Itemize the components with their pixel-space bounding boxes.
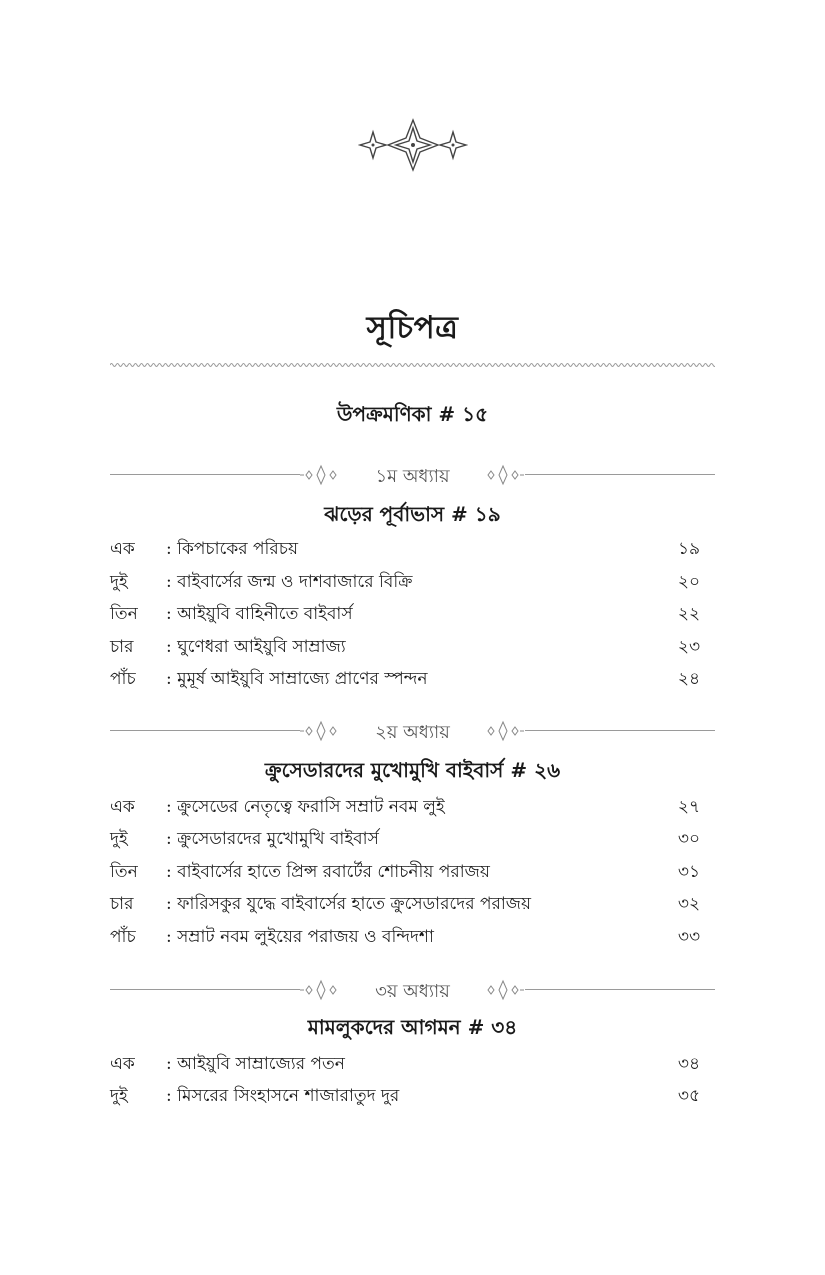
entry-number: পাঁচ: [110, 669, 136, 689]
chapter-divider: [110, 460, 715, 490]
diamond-ornament-icon: [482, 464, 524, 486]
entry-page: ৩১: [677, 862, 700, 882]
entry-page: ২৪: [677, 669, 700, 689]
star-ornament-icon: [358, 118, 468, 172]
entry-title: : মিসরের সিংহাসনে শাজারাতুদ দুর: [166, 1086, 400, 1106]
entry-number: দুই: [110, 572, 128, 592]
toc-entry[interactable]: [110, 1051, 700, 1079]
intro-heading: উপক্রমণিকা # ১৫: [336, 402, 489, 426]
entry-number: তিন: [110, 604, 138, 624]
entry-title: : সম্রাট নবম লুইয়ের পরাজয় ও বন্দিদশা: [166, 927, 434, 947]
entry-number: চার: [110, 637, 134, 657]
entry-number: দুই: [110, 1086, 128, 1106]
entry-title: : ফারিসকুর যুদ্ধে বাইবার্সের হাতে ক্রুসেডারদের পরাজয়: [166, 894, 531, 914]
toc-entry[interactable]: [110, 1083, 700, 1111]
toc-entry[interactable]: [110, 826, 700, 854]
entry-page: ৩৫: [677, 1086, 700, 1106]
entry-page: ২৭: [677, 797, 700, 817]
entry-page: ২২: [677, 604, 700, 624]
toc-entry[interactable]: [110, 859, 700, 887]
entry-number: এক: [110, 797, 135, 817]
entry-page: ১৯: [677, 539, 700, 559]
chapter-label: ২য় অধ্যায়: [375, 722, 450, 743]
page-title: সূচিপত্র: [366, 310, 459, 346]
toc-entry[interactable]: [110, 601, 700, 629]
chapter-title: মামলুকদের আগমন # ৩৪: [307, 1015, 518, 1039]
entry-page: ৩৪: [677, 1054, 700, 1074]
chapter-title: ক্রুসেডারদের মুখোমুখি বাইবার্স # ২৬: [264, 758, 561, 782]
entry-number: চার: [110, 894, 134, 914]
entry-number: এক: [110, 1054, 135, 1074]
entry-page: ২৩: [677, 637, 700, 657]
toc-entry[interactable]: [110, 536, 700, 564]
entry-page: ২০: [677, 572, 700, 592]
entry-page: ৩২: [677, 894, 700, 914]
entry-number: পাঁচ: [110, 927, 136, 947]
toc-entry[interactable]: [110, 924, 700, 952]
toc-entry[interactable]: [110, 634, 700, 662]
top-ornament: [0, 118, 825, 172]
chapter-label: ৩য় অধ্যায়: [375, 981, 450, 1002]
chapter-label: ১ম অধ্যায়: [375, 466, 450, 487]
entry-number: তিন: [110, 862, 138, 882]
entry-title: : ঘুণেধরা আইয়ুবি সাম্রাজ্য: [166, 637, 346, 657]
entry-title: : ক্রুসেডের নেতৃত্বে ফরাসি সম্রাট নবম লুই: [166, 797, 445, 817]
entry-title: : বাইবার্সের জন্ম ও দাশবাজারে বিক্রি: [166, 572, 413, 592]
diamond-ornament-icon: [482, 979, 524, 1001]
chapter-title: ঝড়ের পূর্বাভাস # ১৯: [324, 502, 501, 526]
toc-entry[interactable]: [110, 666, 700, 694]
entry-title: : আইয়ুবি সাম্রাজ্যের পতন: [166, 1054, 345, 1074]
toc-entry[interactable]: [110, 794, 700, 822]
chapter-divider: [110, 716, 715, 746]
wavy-divider: [110, 360, 715, 370]
entry-title: : বাইবার্সের হাতে প্রিন্স রবার্টের শোচনীয় পরাজয়: [166, 862, 490, 882]
toc-entry[interactable]: [110, 569, 700, 597]
entry-title: : আইয়ুবি বাহিনীতে বাইবার্স: [166, 604, 353, 624]
entry-title: : মুমূর্ষ আইয়ুবি সাম্রাজ্যে প্রাণের স্পন্দন: [166, 669, 428, 689]
toc-entry[interactable]: [110, 891, 700, 919]
chapter-divider: [110, 975, 715, 1005]
diamond-ornament-icon: [482, 720, 524, 742]
entry-title: : কিপচাকের পরিচয়: [166, 539, 298, 559]
entry-number: দুই: [110, 829, 128, 849]
entry-number: এক: [110, 539, 135, 559]
entry-page: ৩০: [677, 829, 700, 849]
entry-page: ৩৩: [677, 927, 700, 947]
entry-title: : ক্রুসেডারদের মুখোমুখি বাইবার্স: [166, 829, 379, 849]
